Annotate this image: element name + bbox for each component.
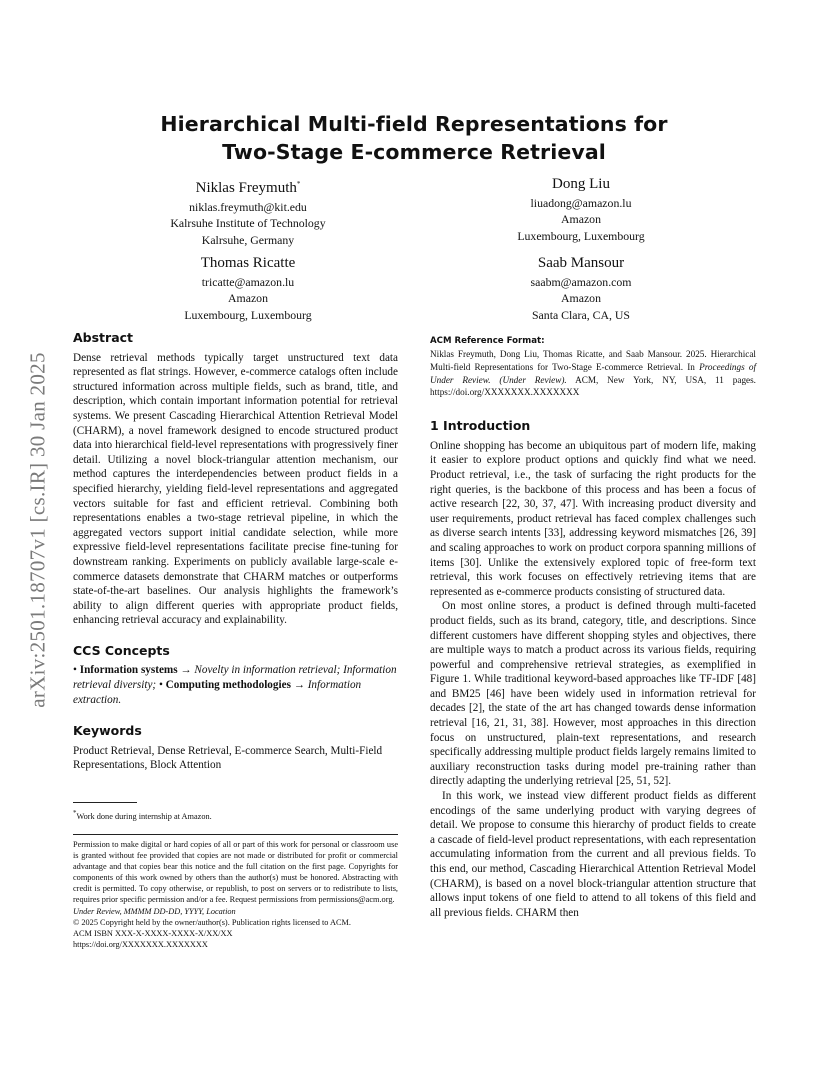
author-block-4 xyxy=(468,253,694,323)
author-email: tricatte@amazon.lu xyxy=(201,275,295,289)
title-line-2: Two-Stage E-commerce Retrieval xyxy=(222,140,606,164)
ccs-arrow: → xyxy=(290,679,308,692)
author-name: Saab Mansour xyxy=(537,255,625,271)
author-affiliation: Amazon xyxy=(561,291,601,306)
left-column xyxy=(73,331,398,773)
author-name: Niklas Freymuth xyxy=(195,180,297,196)
footnote-text: Work done during internship at Amazon. xyxy=(76,811,212,821)
title-line-1: Hierarchical Multi-field Representations for xyxy=(160,112,668,136)
ccs-arrow: → xyxy=(177,664,195,677)
ccs-heading: CCS Concepts xyxy=(73,642,170,658)
author-name: Thomas Ricatte xyxy=(200,255,296,271)
author-email: saabm@amazon.com xyxy=(530,275,632,289)
intro-paragraph-1: Online shopping has become an ubiquitous part of modern life, making it easier to explore product options and quickly find what we need. Product retrieval, i.e., the task of surfacing the right products for the right queries, is the backbone of this process and has been a focus of active research [22, 30, 37, 47]. With increasing product diversity and user requirements, product retrieval has faced complex challenges such as diverse search intents [33], addressing keyword mismatches [26, 39] and scaling approaches to work on product corpora spanning millions of items [30]. Unlike the extensively explored topic of free-form text retrieval, this work focuses on effectively retrieving items that are represented as e-commerce products consisting of structured data. xyxy=(430,439,756,598)
author-affiliation: Amazon xyxy=(561,212,601,227)
author-email: niklas.freymuth@kit.edu xyxy=(189,200,307,214)
arxiv-identifier-stamp: arXiv:2501.18707v1 [cs.IR] 30 Jan 2025 xyxy=(25,352,50,708)
abstract-heading: Abstract xyxy=(73,330,134,345)
author-block-3 xyxy=(139,253,357,323)
author-location: Luxembourg, Luxembourg xyxy=(517,228,645,243)
author-footnote-mark: * xyxy=(296,180,301,188)
author-location: Santa Clara, CA, US xyxy=(532,307,630,322)
abstract-text: Dense retrieval methods typically target unstructured text data represented as flat strings. However, e-commerce catalogs often include structured information across multiple fields, such as brand, title, and description, which contain important information potential for retrieval systems. We present Cascading Hierarchical Attention Retrieval Model (CHARM), a novel framework designed to encode structured product data into hierarchical field-level representations with progressively finer detail. Utilizing a novel block-triangular attention mechanism, our method captures the interdependencies between product fields in a specified hierarchy, yielding field-level representations and aggregated vectors suitable for fast and efficient retrieval. Combining both representations enables a two-stage retrieval pipeline, in which the aggregated vectors support initial candidate selection, while more expressive field-level representations facilitate precise fine-tuning for downstream ranking. Experiments on publicly available large-scale e-commerce datasets demonstrate that CHARM matches or outperforms state-of-the-art baselines. Our analysis highlights the framework’s ability to align different queries with appropriate product fields, enhancing retrieval accuracy and explainability. xyxy=(73,351,398,627)
ccs-item-detail: Information extraction. xyxy=(73,679,362,706)
intro-paragraph-2: On most online stores, a product is defined through multi-faceted product fields, such as its brand, category, title, and descriptions. Since different customers have different shopping styles and objectives, there are multiple ways to match a product across its various fields, requiring powerful and comprehensive retrieval strategies, as exemplified in Figure 1. While traditional keyword-based approaches like TF-IDF [48] and BM25 [46] have been widely used in information retrieval for decades [2], the state of the art has changed towards dense information retrieval [16, 21, 31, 38]. However, most approaches in this direction focus on unstructured, plain-text representations, and research specifically addressing multiple product fields largely remains limited to auxiliary reconstruction tasks during model pre-training rather than directly adapting the underlying retrieval [25, 51, 52]. xyxy=(430,600,756,788)
author-location: Kalrsuhe, Germany xyxy=(201,232,295,247)
ccs-bullet: • xyxy=(156,679,166,692)
ccs-bullet: • xyxy=(73,664,77,677)
author-email: liuadong@amazon.lu xyxy=(530,196,632,210)
introduction-heading: 1 Introduction xyxy=(430,418,531,434)
footnote xyxy=(73,808,398,822)
author-name: Dong Liu xyxy=(552,176,610,192)
acm-reference-heading: ACM Reference Format: xyxy=(430,336,545,346)
isbn-line: ACM ISBN XXX-X-XXXX-XXXX-X/XX/XX xyxy=(73,928,233,938)
permission-text: Permission to make digital or hard copies of all or part of this work for personal or classroom use is granted without fee provided that copies are not made or distributed for profit or commercial advantage and that copies bear this notice and the full citation on the first page. Copyrights for components of this work owned by others than the author(s) must be honored. Abstracting with credit is permitted. To copy otherwise, or republish, to post on servers or to redistribute to lists, requires prior specific permission and/or a fee. Request permissions from permissions@acm.org. xyxy=(73,840,398,905)
copyright-line: © 2025 Copyright held by the owner/author(s). Publication rights licensed to ACM. xyxy=(73,917,351,927)
ccs-item-information-systems: Information systems xyxy=(79,664,178,677)
ccs-item-detail: Novelty in information retrieval; Information retrieval diversity; xyxy=(73,664,397,692)
ccs-text xyxy=(73,663,398,707)
permission-rule xyxy=(73,834,398,835)
doi-line: https://doi.org/XXXXXXX.XXXXXXX xyxy=(73,939,208,949)
acm-reference-text xyxy=(430,348,756,399)
keywords-text: Product Retrieval, Dense Retrieval, E-commerce Search, Multi-Field Representations, Block Attention xyxy=(73,744,383,772)
acm-reference-proceedings: Proceedings of Under Review. (Under Review). xyxy=(430,361,756,385)
venue-line: Under Review, MMMM DD-DD, YYYY, Location xyxy=(73,906,236,916)
author-location: Luxembourg, Luxembourg xyxy=(184,307,312,322)
intro-paragraph-3: In this work, we instead view different product fields as different encodings of the same underlying product with varying degrees of detail. We propose to consume this hierarchy of product fields to create a cascade of field-level product representations, with each representation accumulating information from the current and all previous fields. To this end, our method, Cascading Hierarchical Attention Retrieval Model (CHARM), is based on a novel block-triangular attention structure that allows input tokens of one field to attend to all tokens of this field and all previous fields. CHARM then xyxy=(430,790,756,919)
ccs-item-computing-methodologies: Computing methodologies xyxy=(165,679,291,692)
paper-title xyxy=(0,110,828,166)
acm-reference-publisher: ACM, New York, NY, USA, 11 pages. https://doi.org/XXXXXXX.XXXXXXX xyxy=(430,374,756,398)
keywords-heading: Keywords xyxy=(73,723,142,739)
footnote-mark: * xyxy=(73,810,77,817)
author-affiliation: Kalrsuhe Institute of Technology xyxy=(170,216,326,231)
author-block-2 xyxy=(468,174,694,244)
acm-reference-citation: Niklas Freymuth, Dong Liu, Thomas Ricatte, and Saab Mansour. 2025. Hierarchical Multi-field Representations for Two-Stage E-commerce Retrieval. In xyxy=(430,349,756,372)
footnote-rule xyxy=(73,802,137,803)
right-column xyxy=(430,335,756,920)
author-block-1 xyxy=(139,174,357,248)
permission-block xyxy=(73,839,398,950)
author-affiliation: Amazon xyxy=(228,291,268,306)
